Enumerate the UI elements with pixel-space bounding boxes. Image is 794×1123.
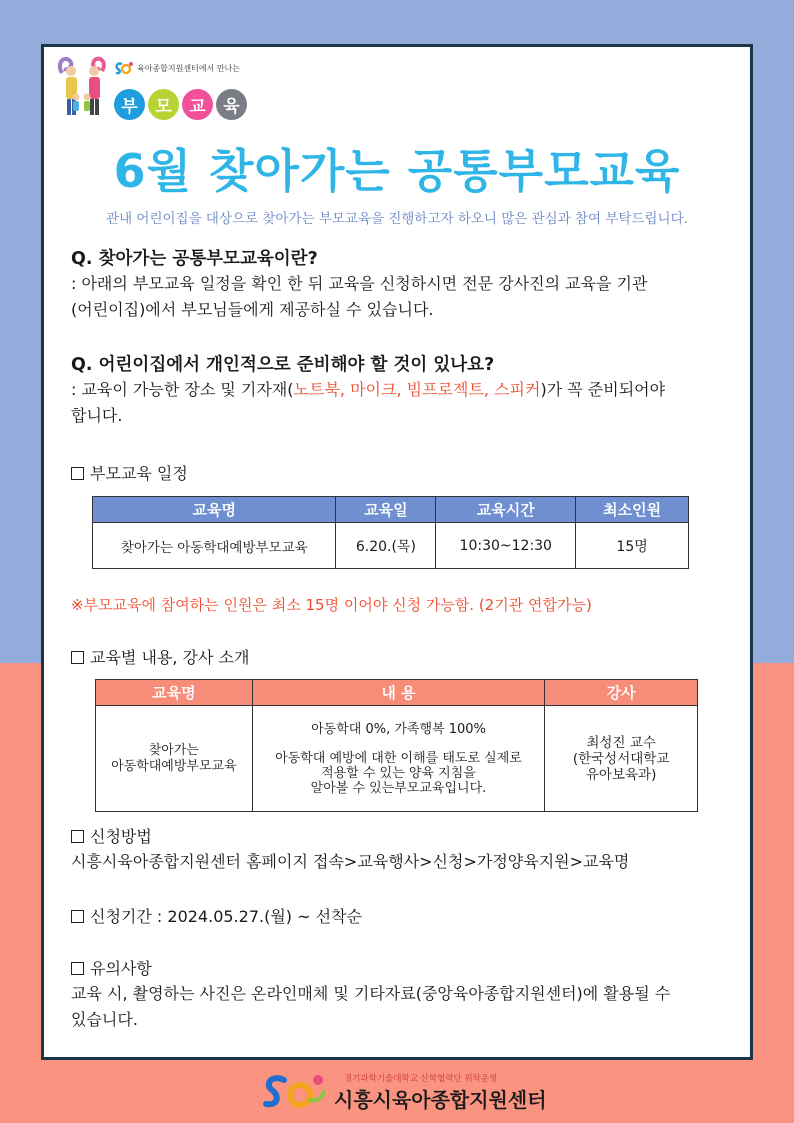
content-name-line: 찾아가는 [148,742,199,758]
schedule-cell-name: 찾아가는 아동학대예방부모교육 [93,523,336,569]
faq-2 [71,353,731,429]
schedule-cell-time: 10:30~12:30 [436,523,576,569]
center-label: 육아종합지원센터에서 만나는 [137,63,241,73]
schedule-table [92,496,689,569]
schedule-header-cell: 교육일 [336,497,436,523]
content-header-row [96,680,698,706]
content-heading-text: 교육별 내용, 강사 소개 [90,648,250,667]
content-table [95,679,698,812]
schedule-header-cell: 교육명 [93,497,336,523]
checkbox-square-icon [71,467,84,480]
faq-2-answer-line2: 합니다. [71,406,123,425]
content-header-cell: 강사 [545,680,698,706]
footer-center-name: 시흥시육아종합지원센터 [334,1088,547,1112]
apply-heading-text: 신청방법 [90,827,152,846]
content-desc-line: 아동학대 0%, 가족행복 100% [311,721,486,737]
content-cell-desc [252,706,545,812]
page-title: 6월 찾아가는 공통부모교육 [113,144,681,198]
program-badge: 육 [216,89,247,120]
apply-heading [71,825,731,849]
faq-2-answer-prefix: : 교육이 가능한 장소 및 기자재( [71,380,294,399]
caution-heading [71,957,731,981]
period-section [71,905,731,929]
caution-line2: 있습니다. [71,1010,138,1029]
content-heading [71,646,731,670]
family-icon [56,53,108,119]
footer-operator: 경기과학기술대학교 산학협력단 위탁운영 [344,1074,498,1084]
content-header-cell: 내 용 [252,680,545,706]
table-row [96,706,698,812]
checkbox-square-icon [71,962,84,975]
content-desc-line: 알아볼 수 있는부모교육입니다. [310,780,487,796]
program-badge: 부 [114,89,145,120]
apply-text: 시흥시육아종합지원센터 홈페이지 접속>교육행사>신청>가정양육지원>교육명 [71,852,630,871]
schedule-heading-text: 부모교육 일정 [90,464,188,483]
apply-section [71,825,731,875]
faq-2-answer-line1 [71,377,731,403]
faq-1 [71,247,731,323]
schedule-header-cell: 교육시간 [436,497,576,523]
lecturer-line: 최성진 교수 [586,734,656,751]
content-cell-lecturer [545,706,698,812]
lecturer-line: 유아보육과) [585,766,657,783]
content-name-line: 아동학대예방부모교육 [111,758,237,774]
poster-card [41,44,753,1060]
page-subtitle: 관내 어린이집을 대상으로 찾아가는 부모교육을 진행하고자 하오니 많은 관심과 참여 부탁드립니다. [106,211,688,227]
faq-1-answer-line1: : 아래의 부모교육 일정을 확인 한 뒤 교육을 신청하시면 전문 강사진의 교육을 기관 [71,274,648,293]
equipment-highlight: 노트북, 마이크, 빔프로젝트, 스피커 [293,380,541,399]
checkbox-square-icon [71,910,84,923]
schedule-cell-min: 15명 [576,523,689,569]
schedule-cell-date: 6.20.(목) [336,523,436,569]
caution-heading-text: 유의사항 [90,959,152,978]
faq-1-answer-line2: (어린이집)에서 부모님들에게 제공하실 수 있습니다. [71,300,434,319]
period-text: 신청기간 : 2024.05.27.(월) ~ 선착순 [90,907,362,926]
program-badges [114,89,247,120]
checkbox-square-icon [71,830,84,843]
program-badge: 교 [182,89,213,120]
content-cell-name [96,706,253,812]
table-row [93,523,689,569]
center-logo-icon [262,1070,330,1114]
content-desc-line: 아동학대 예방에 대한 이해를 태도로 실제로 [275,750,522,766]
lecturer-line: (한국성서대학교 [572,750,670,767]
caution-section [71,957,731,1033]
schedule-note: ※부모교육에 참여하는 인원은 최소 15명 이어야 신청 가능함. (2기관 연합가능) [71,596,592,614]
content-desc-line: 적용할 수 있는 양육 지침을 [321,765,476,781]
schedule-header-row [93,497,689,523]
footer [0,1066,794,1116]
program-badge: 모 [148,89,179,120]
program-logo [56,53,256,123]
faq-1-question: Q. 찾아가는 공통부모교육이란? [71,249,318,269]
schedule-heading [71,462,731,486]
faq-2-question: Q. 어린이집에서 개인적으로 준비해야 할 것이 있나요? [71,355,495,375]
center-mini-logo [114,61,134,75]
checkbox-square-icon [71,651,84,664]
content-header-cell: 교육명 [96,680,253,706]
caution-line1: 교육 시, 촬영하는 사진은 온라인매체 및 기타자료(중앙육아종합지원센터)에 활용될 수 [71,984,671,1003]
faq-2-answer-suffix: )가 꼭 준비되어야 [540,380,666,399]
schedule-header-cell: 최소인원 [576,497,689,523]
